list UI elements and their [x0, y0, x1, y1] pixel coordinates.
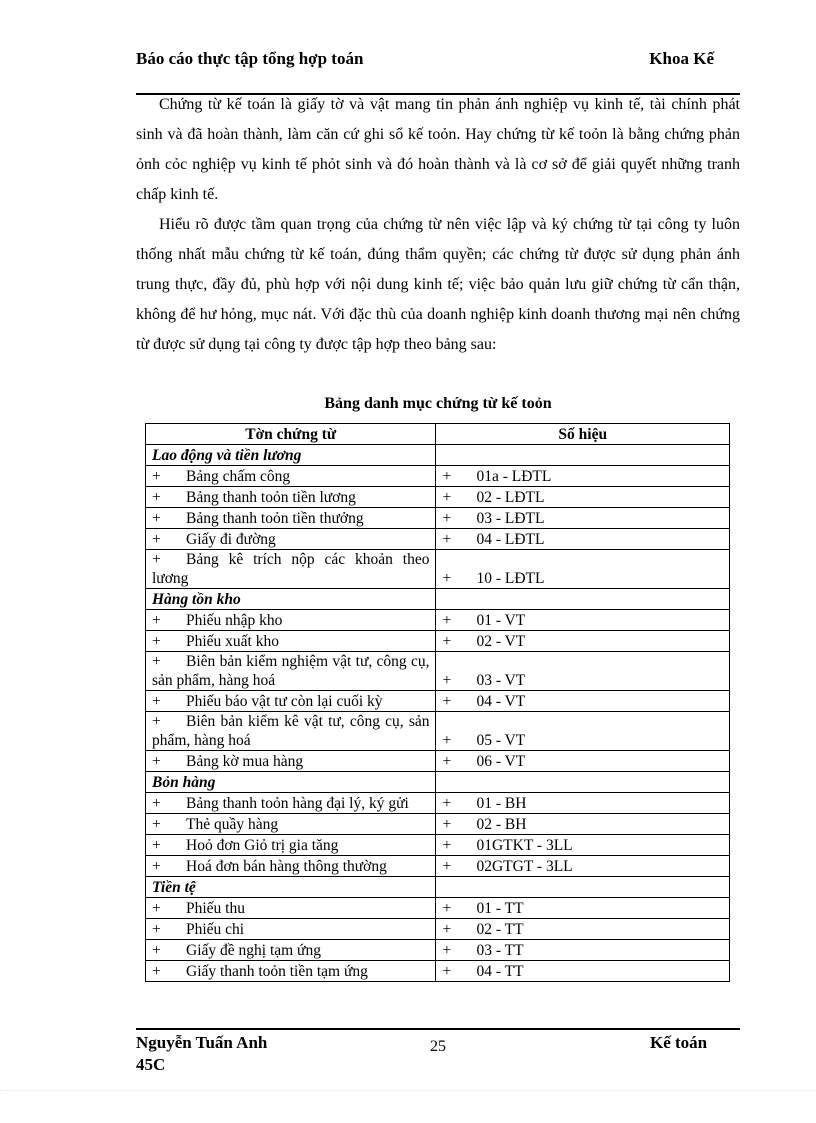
document-name-cell [146, 508, 436, 529]
document-name: Giấy đi đường [186, 531, 276, 548]
table-row [146, 631, 730, 652]
document-name-cell [146, 610, 436, 631]
table-row [146, 529, 730, 550]
document-name: Bảng chấm công [186, 468, 291, 485]
table-header-row [146, 424, 730, 445]
document-code: 01GTKT - 3LL [476, 837, 573, 854]
document-name-cell [146, 919, 436, 940]
section-code-empty [436, 445, 730, 466]
bullet-plus: + [442, 510, 452, 527]
bullet-plus: + [442, 612, 452, 629]
section-code-empty [436, 877, 730, 898]
bullet-plus: + [152, 858, 161, 875]
document-code-cell [436, 529, 730, 550]
table-row [146, 793, 730, 814]
bullet-plus: + [442, 963, 452, 980]
document-name: Biên bản kiểm kê vật tư, công cụ, sản phẩm, hàng hoá [152, 713, 430, 749]
document-code: 02GTGT - 3LL [476, 858, 573, 875]
document-name-cell [146, 691, 436, 712]
bullet-plus: + [442, 921, 452, 938]
column-header-code: Số hiệu [436, 424, 730, 445]
page-edge [0, 1090, 816, 1091]
document-code-cell [436, 691, 730, 712]
table-row [146, 835, 730, 856]
table-row [146, 856, 730, 877]
table-row [146, 550, 730, 589]
bullet-plus: + [152, 900, 161, 917]
document-code: 01 - BH [476, 795, 527, 812]
table-row [146, 610, 730, 631]
document-code: 05 - VT [476, 732, 526, 749]
section-row [146, 772, 730, 793]
section-code-empty [436, 772, 730, 793]
table-row [146, 487, 730, 508]
bullet-plus: + [442, 672, 452, 689]
table-row [146, 691, 730, 712]
document-code-cell [436, 610, 730, 631]
table-row [146, 466, 730, 487]
document-name: Bảng kờ mua hàng [186, 753, 304, 770]
table-row [146, 712, 730, 751]
bullet-plus: + [152, 795, 161, 812]
section-row [146, 877, 730, 898]
paragraph-2: Hiểu rõ được tầm quan trọng của chứng từ nên việc lập và ký chứng từ tại công ty luôn thống nhất mẫu chứng từ kế toán, đúng thẩm quyền; các chứng từ được sử dụng phản ánh trung thực, đầy đủ, phù hợp với nội dung kinh tế; việc bảo quản lưu giữ chứng từ cẩn thận, không để hư hỏng, mục nát. Với đặc thù của doanh nghiệp kinh doanh thương mại nên chứng từ được sử dụng tại công ty được tập hợp theo bảng sau: [136, 216, 740, 353]
document-code-cell [436, 508, 730, 529]
table-row [146, 814, 730, 835]
document-code: 01a - LĐTL [476, 468, 552, 485]
document-code-cell [436, 835, 730, 856]
document-name-cell [146, 550, 436, 589]
document-name: Giấy thanh toỏn tiền tạm ứng [186, 963, 368, 980]
section-row [146, 589, 730, 610]
document-name: Phiếu thu [186, 900, 245, 917]
document-name-cell [146, 814, 436, 835]
document-name-cell [146, 940, 436, 961]
page-number: 25 [430, 1038, 446, 1055]
footer-author: Nguyễn Tuấn Anh 45C [136, 1033, 268, 1074]
document-code: 03 - TT [476, 942, 524, 959]
document-name-cell [146, 631, 436, 652]
document-name-cell [146, 529, 436, 550]
bullet-plus: + [152, 816, 161, 833]
document-name-cell [146, 487, 436, 508]
bullet-plus: + [442, 795, 452, 812]
section-code-empty [436, 589, 730, 610]
document-name-cell [146, 835, 436, 856]
table-row [146, 652, 730, 691]
document-name: Hoá đơn bán hàng thông thường [186, 858, 387, 875]
document-code: 02 - VT [476, 633, 526, 650]
document-name-cell [146, 856, 436, 877]
paragraph-1: Chứng từ kế toán là giấy tờ và vật mang tin phản ánh nghiệp vụ kinh tế, tài chính phát sinh và đã hoàn thành, làm căn cứ ghi sổ kế toỏn. Hay chứng từ kế toỏn là bằng chứng phản ỏnh cỏc nghiệp vụ kinh tế phỏt sinh và đó hoàn thành và là cơ sở để giải quyết những tranh chấp kinh tế. [136, 96, 740, 203]
bullet-plus: + [442, 858, 452, 875]
bullet-plus: + [152, 963, 161, 980]
section-title: Tiền tệ [146, 877, 436, 898]
document-code: 03 - VT [476, 672, 526, 689]
document-code: 02 - LĐTL [476, 489, 545, 506]
document-code-cell [436, 793, 730, 814]
document-name-cell [146, 751, 436, 772]
bullet-plus: + [152, 489, 161, 506]
document-name: Bảng kê trích nộp các khoản theo lương [152, 551, 430, 587]
footer-divider [136, 1028, 740, 1030]
document-name-cell [146, 712, 436, 751]
document-name: Phiếu chi [186, 921, 245, 938]
document-code: 04 - LĐTL [476, 531, 545, 548]
document-code-cell [436, 712, 730, 751]
bullet-plus: + [442, 816, 452, 833]
document-code-cell [436, 898, 730, 919]
bullet-plus: + [152, 921, 161, 938]
section-title: Lao động và tiền lương [146, 445, 436, 466]
document-name: Bảng thanh toỏn tiền thưởng [186, 510, 364, 527]
bullet-plus: + [442, 570, 452, 587]
bullet-plus: + [442, 837, 452, 854]
bullet-plus: + [152, 713, 161, 730]
bullet-plus: + [152, 468, 161, 485]
footer-department: Kế toán [650, 1033, 708, 1052]
bullet-plus: + [442, 693, 452, 710]
bullet-plus: + [152, 753, 161, 770]
document-code: 02 - BH [476, 816, 527, 833]
bullet-plus: + [152, 531, 161, 548]
document-code-cell [436, 856, 730, 877]
document-code-cell [436, 919, 730, 940]
document-code-cell [436, 550, 730, 589]
document-code: 04 - VT [476, 693, 526, 710]
bullet-plus: + [152, 612, 161, 629]
document-code: 10 - LĐTL [476, 570, 545, 587]
table-row [146, 940, 730, 961]
document-name: Bảng thanh toỏn tiền lương [186, 489, 356, 506]
bullet-plus: + [442, 633, 452, 650]
document-name-cell [146, 961, 436, 982]
bullet-plus: + [152, 942, 161, 959]
bullet-plus: + [152, 653, 161, 670]
document-catalog-table [145, 423, 730, 982]
bullet-plus: + [442, 900, 452, 917]
document-name-cell [146, 898, 436, 919]
table-row [146, 919, 730, 940]
document-name: Phiếu nhập kho [186, 612, 283, 629]
bullet-plus: + [442, 753, 452, 770]
bullet-plus: + [442, 489, 452, 506]
section-row [146, 445, 730, 466]
document-code-cell [436, 487, 730, 508]
table-title: Bảng danh mục chứng từ kế toỏn [324, 395, 552, 412]
document-name-cell [146, 652, 436, 691]
document-code: 03 - LĐTL [476, 510, 545, 527]
document-name: Bảng thanh toỏn hàng đại lý, ký gửi [186, 795, 409, 812]
document-code: 01 - TT [476, 900, 524, 917]
document-code: 04 - TT [476, 963, 524, 980]
document-code: 02 - TT [476, 921, 524, 938]
header-report-title: Báo cáo thực tập tổng hợp toán [136, 49, 364, 68]
document-code-cell [436, 751, 730, 772]
document-name-cell [146, 793, 436, 814]
document-code-cell [436, 961, 730, 982]
bullet-plus: + [442, 468, 452, 485]
bullet-plus: + [152, 551, 161, 568]
section-title: Hàng tồn kho [146, 589, 436, 610]
document-name: Biên bản kiểm nghiệm vật tư, công cụ, sản phẩm, hàng hoá [152, 653, 430, 689]
document-code-cell [436, 652, 730, 691]
bullet-plus: + [442, 531, 452, 548]
table-row [146, 898, 730, 919]
document-code-cell [436, 631, 730, 652]
document-code-cell [436, 466, 730, 487]
document-name: Phiếu báo vật tư còn lại cuối kỳ [186, 693, 383, 710]
table-row [146, 961, 730, 982]
column-header-name: Tờn chứng từ [146, 424, 436, 445]
bullet-plus: + [152, 837, 161, 854]
bullet-plus: + [442, 942, 452, 959]
document-name: Phiếu xuất kho [186, 633, 279, 650]
document-name-cell [146, 466, 436, 487]
table-row [146, 751, 730, 772]
bullet-plus: + [442, 732, 452, 749]
document-code: 06 - VT [476, 753, 526, 770]
document-code: 01 - VT [476, 612, 526, 629]
bullet-plus: + [152, 693, 161, 710]
page-header [136, 48, 740, 92]
section-title: Bỏn hàng [146, 772, 436, 793]
document-code-cell [436, 940, 730, 961]
document-code-cell [436, 814, 730, 835]
bullet-plus: + [152, 510, 161, 527]
document-name: Thẻ quầy hàng [186, 816, 279, 833]
table-row [146, 508, 730, 529]
document-name: Hoỏ đơn Giỏ trị gia tăng [186, 837, 339, 854]
header-department: Khoa Kế [649, 49, 714, 68]
document-name: Giấy đề nghị tạm ứng [186, 942, 321, 959]
bullet-plus: + [152, 633, 161, 650]
table-body [146, 445, 730, 982]
